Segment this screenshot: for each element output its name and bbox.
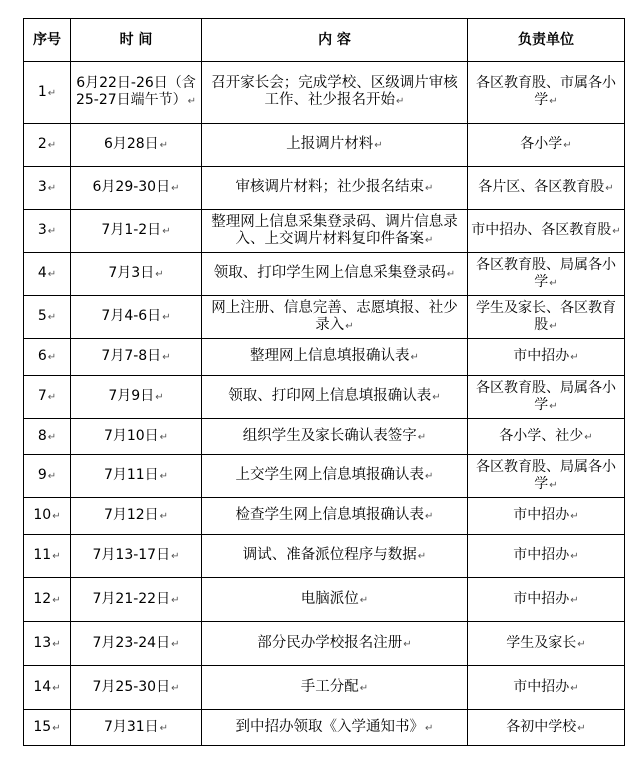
cell-time: 7月13-17日↵: [71, 535, 202, 578]
paragraph-mark-icon: ↵: [171, 183, 180, 194]
cell-unit: 各初中学校↵: [468, 710, 625, 746]
cell-unit: 各区教育股、局属各小学↵: [468, 253, 625, 296]
paragraph-mark-icon: ↵: [47, 140, 57, 151]
paragraph-mark-icon: ↵: [584, 431, 593, 443]
paragraph-mark-icon: ↵: [359, 594, 369, 606]
cell-unit: 市中招办↵: [468, 578, 625, 622]
cell-no: 4↵: [24, 253, 71, 296]
cell-no: 15↵: [24, 710, 71, 746]
table-row: [24, 455, 625, 498]
paragraph-mark-icon: ↵: [570, 594, 579, 606]
paragraph-mark-icon: ↵: [605, 183, 614, 194]
cell-content: 领取、打印学生网上信息采集登录码↵: [202, 253, 468, 296]
paragraph-mark-icon: ↵: [577, 722, 586, 734]
paragraph-mark-icon: ↵: [171, 638, 180, 650]
paragraph-mark-icon: ↵: [570, 551, 579, 562]
paragraph-mark-icon: ↵: [159, 722, 169, 734]
paragraph-mark-icon: ↵: [162, 226, 171, 237]
cell-content: 检查学生网上信息填报确认表↵: [202, 498, 468, 535]
paragraph-mark-icon: ↵: [171, 594, 180, 606]
cell-unit: 市中招办↵: [468, 498, 625, 535]
paragraph-mark-icon: ↵: [52, 682, 61, 694]
paragraph-mark-icon: ↵: [159, 471, 169, 482]
table-row: [24, 296, 625, 339]
cell-content: 调试、准备派位程序与数据↵: [202, 535, 468, 578]
paragraph-mark-icon: ↵: [159, 511, 169, 522]
paragraph-mark-icon: ↵: [47, 87, 57, 99]
paragraph-mark-icon: ↵: [549, 320, 558, 332]
cell-no: 9↵: [24, 455, 71, 498]
cell-time: 7月25-30日↵: [71, 666, 202, 710]
cell-time: 7月10日↵: [71, 419, 202, 455]
cell-unit: 市中招办↵: [468, 339, 625, 376]
table-row: [24, 535, 625, 578]
cell-unit: 各小学↵: [468, 124, 625, 167]
paragraph-mark-icon: ↵: [159, 431, 169, 443]
cell-time: 6月29-30日↵: [71, 167, 202, 210]
cell-content: 召开家长会；完成学校、区级调片审核工作、社少报名开始↵: [202, 62, 468, 124]
paragraph-mark-icon: ↵: [159, 140, 169, 151]
paragraph-mark-icon: ↵: [563, 140, 572, 151]
paragraph-mark-icon: ↵: [425, 722, 434, 734]
cell-no: 8↵: [24, 419, 71, 455]
cell-time: 7月21-22日↵: [71, 578, 202, 622]
paragraph-mark-icon: ↵: [432, 392, 441, 403]
cell-unit: 各小学、社少↵: [468, 419, 625, 455]
cell-time: 7月1-2日↵: [71, 210, 202, 253]
table-row: [24, 167, 625, 210]
cell-unit: 市中招办↵: [468, 666, 625, 710]
paragraph-mark-icon: ↵: [47, 471, 57, 482]
cell-unit: 各区教育股、市属各小学↵: [468, 62, 625, 124]
cell-content: 到中招办领取《入学通知书》↵: [202, 710, 468, 746]
table-row: [24, 710, 625, 746]
cell-no: 2↵: [24, 124, 71, 167]
cell-unit: 学生及家长↵: [468, 622, 625, 666]
paragraph-mark-icon: ↵: [162, 352, 171, 363]
table-row: [24, 578, 625, 622]
paragraph-mark-icon: ↵: [171, 682, 180, 694]
cell-time: 7月3日↵: [71, 253, 202, 296]
paragraph-mark-icon: ↵: [345, 320, 354, 332]
cell-unit: 各区教育股、局属各小学↵: [468, 455, 625, 498]
paragraph-mark-icon: ↵: [52, 638, 61, 650]
cell-no: 5↵: [24, 296, 71, 339]
paragraph-mark-icon: ↵: [417, 551, 427, 562]
paragraph-mark-icon: ↵: [47, 183, 57, 194]
paragraph-mark-icon: ↵: [47, 392, 57, 403]
paragraph-mark-icon: ↵: [47, 312, 57, 323]
cell-no: 6↵: [24, 339, 71, 376]
cell-content: 上报调片材料↵: [202, 124, 468, 167]
table-row: [24, 210, 625, 253]
cell-time: 7月7-8日↵: [71, 339, 202, 376]
paragraph-mark-icon: ↵: [52, 722, 61, 734]
cell-content: 组织学生及家长确认表签字↵: [202, 419, 468, 455]
cell-no: 3↵: [24, 167, 71, 210]
cell-no: 10↵: [24, 498, 71, 535]
cell-content: 部分民办学校报名注册↵: [202, 622, 468, 666]
paragraph-mark-icon: ↵: [425, 234, 434, 246]
paragraph-mark-icon: ↵: [47, 226, 57, 237]
paragraph-mark-icon: ↵: [425, 511, 434, 522]
cell-content: 领取、打印网上信息填报确认表↵: [202, 376, 468, 419]
paragraph-mark-icon: ↵: [570, 511, 579, 522]
cell-time: 7月12日↵: [71, 498, 202, 535]
paragraph-mark-icon: ↵: [396, 96, 405, 107]
cell-time: 7月4-6日↵: [71, 296, 202, 339]
header-no: 序号: [24, 19, 71, 62]
cell-content: 网上注册、信息完善、志愿填报、社少录入↵: [202, 296, 468, 339]
cell-no: 13↵: [24, 622, 71, 666]
paragraph-mark-icon: ↵: [47, 431, 57, 443]
paragraph-mark-icon: ↵: [577, 638, 586, 650]
header-row: [24, 19, 625, 62]
cell-no: 11↵: [24, 535, 71, 578]
paragraph-mark-icon: ↵: [425, 471, 434, 482]
paragraph-mark-icon: ↵: [549, 400, 558, 412]
table-row: [24, 666, 625, 710]
cell-unit: 市中招办、各区教育股↵: [468, 210, 625, 253]
paragraph-mark-icon: ↵: [47, 269, 57, 280]
paragraph-mark-icon: ↵: [187, 96, 197, 107]
paragraph-mark-icon: ↵: [52, 594, 61, 606]
table-row: [24, 376, 625, 419]
schedule-table: [23, 18, 625, 746]
header-content: 内 容: [202, 19, 468, 62]
paragraph-mark-icon: ↵: [52, 551, 61, 562]
table-row: [24, 419, 625, 455]
cell-no: 7↵: [24, 376, 71, 419]
paragraph-mark-icon: ↵: [570, 352, 579, 363]
paragraph-mark-icon: ↵: [549, 96, 558, 107]
paragraph-mark-icon: ↵: [155, 269, 164, 280]
table-row: [24, 498, 625, 535]
paragraph-mark-icon: ↵: [171, 551, 180, 562]
cell-content: 整理网上信息填报确认表↵: [202, 339, 468, 376]
paragraph-mark-icon: ↵: [47, 352, 57, 363]
cell-time: 6月22日-26日（含25-27日端午节）↵: [71, 62, 202, 124]
table-row: [24, 339, 625, 376]
table-row: [24, 62, 625, 124]
paragraph-mark-icon: ↵: [417, 431, 427, 443]
table-row: [24, 622, 625, 666]
paragraph-mark-icon: ↵: [612, 226, 621, 237]
table-row: [24, 253, 625, 296]
cell-time: 7月11日↵: [71, 455, 202, 498]
paragraph-mark-icon: ↵: [549, 277, 558, 289]
paragraph-mark-icon: ↵: [425, 183, 434, 194]
cell-content: 整理网上信息采集登录码、调片信息录入、上交调片材料复印件备案↵: [202, 210, 468, 253]
paragraph-mark-icon: ↵: [446, 269, 456, 280]
paragraph-mark-icon: ↵: [162, 312, 171, 323]
header-time: 时 间: [71, 19, 202, 62]
paragraph-mark-icon: ↵: [155, 392, 164, 403]
paragraph-mark-icon: ↵: [410, 352, 419, 363]
cell-content: 电脑派位↵: [202, 578, 468, 622]
cell-content: 手工分配↵: [202, 666, 468, 710]
table-row: [24, 124, 625, 167]
cell-no: 3↵: [24, 210, 71, 253]
paragraph-mark-icon: ↵: [52, 511, 61, 522]
cell-time: 7月9日↵: [71, 376, 202, 419]
paragraph-mark-icon: ↵: [570, 682, 579, 694]
cell-unit: 各区教育股、局属各小学↵: [468, 376, 625, 419]
paragraph-mark-icon: ↵: [359, 682, 369, 694]
cell-unit: 市中招办↵: [468, 535, 625, 578]
paragraph-mark-icon: ↵: [374, 140, 383, 151]
cell-content: 审核调片材料；社少报名结束↵: [202, 167, 468, 210]
cell-content: 上交学生网上信息填报确认表↵: [202, 455, 468, 498]
cell-no: 14↵: [24, 666, 71, 710]
cell-time: 7月23-24日↵: [71, 622, 202, 666]
cell-unit: 各片区、各区教育股↵: [468, 167, 625, 210]
cell-no: 1↵: [24, 62, 71, 124]
cell-no: 12↵: [24, 578, 71, 622]
cell-time: 7月31日↵: [71, 710, 202, 746]
cell-time: 6月28日↵: [71, 124, 202, 167]
paragraph-mark-icon: ↵: [403, 638, 412, 650]
paragraph-mark-icon: ↵: [549, 479, 558, 491]
cell-unit: 学生及家长、各区教育股↵: [468, 296, 625, 339]
header-unit: 负责单位: [468, 19, 625, 62]
